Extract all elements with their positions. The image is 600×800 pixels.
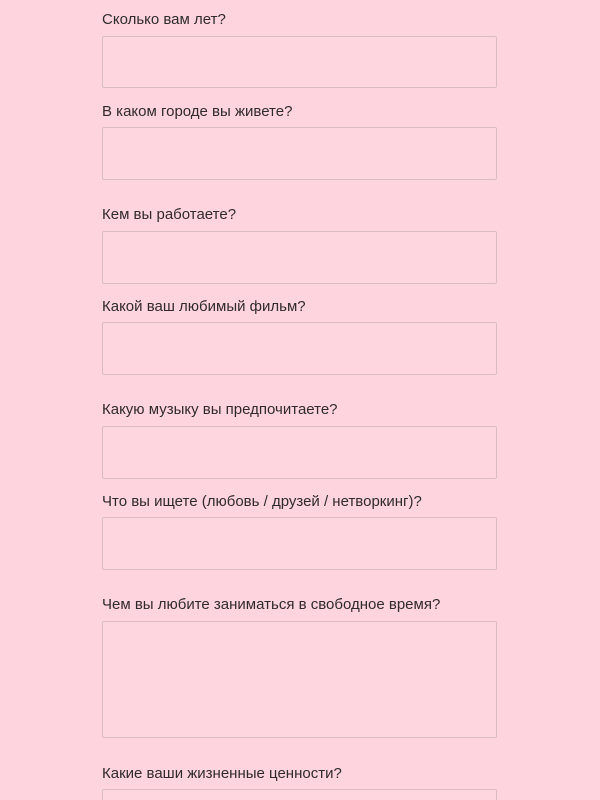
music-input[interactable]: [102, 426, 497, 479]
question-label-music: Какую музыку вы предпочитаете?: [102, 401, 338, 418]
question-label-job: Кем вы работаете?: [102, 206, 237, 223]
life-values-textarea[interactable]: [102, 789, 497, 800]
question-label-values: Какие ваши жизненные ценности?: [102, 765, 342, 782]
question-label-looking-for: Что вы ищете (любовь / друзей / нетворкинг)?: [102, 493, 422, 510]
age-input[interactable]: [102, 36, 497, 88]
free-time-textarea[interactable]: [102, 621, 497, 738]
city-input[interactable]: [102, 127, 497, 180]
question-label-movie: Какой ваш любимый фильм?: [102, 298, 306, 315]
favorite-movie-input[interactable]: [102, 322, 497, 375]
question-label-city: В каком городе вы живете?: [102, 103, 293, 120]
question-label-free-time: Чем вы любите заниматься в свободное время?: [102, 596, 441, 613]
job-input[interactable]: [102, 231, 497, 284]
question-label-age: Сколько вам лет?: [102, 11, 226, 28]
looking-for-input[interactable]: [102, 517, 497, 570]
